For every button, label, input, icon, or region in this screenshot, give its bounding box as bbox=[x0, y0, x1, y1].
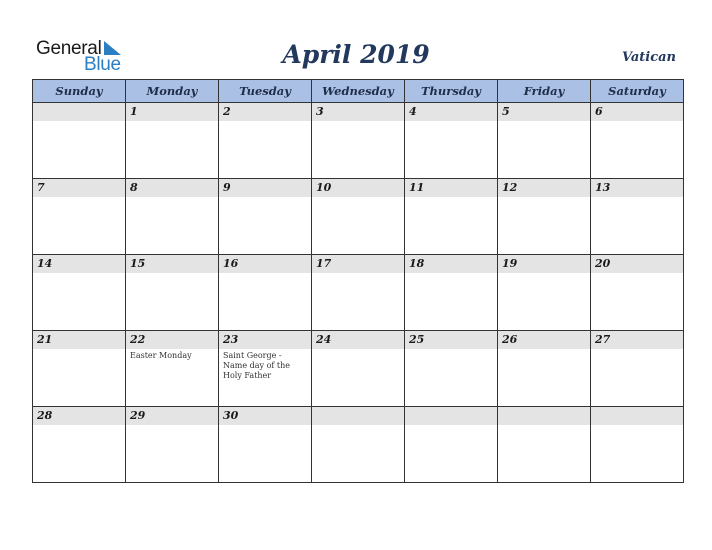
logo-blue-text: Blue bbox=[84, 54, 121, 75]
day-number bbox=[591, 407, 683, 425]
day-cell bbox=[126, 255, 219, 331]
day-cell bbox=[405, 407, 498, 483]
calendar-grid bbox=[32, 79, 684, 483]
day-number: 12 bbox=[498, 179, 590, 197]
day-cell bbox=[498, 103, 591, 179]
day-number: 13 bbox=[591, 179, 683, 197]
day-number: 29 bbox=[126, 407, 218, 425]
day-cell bbox=[126, 103, 219, 179]
day-cell bbox=[591, 179, 684, 255]
weekday-header: Saturday bbox=[591, 80, 684, 103]
day-cell bbox=[405, 179, 498, 255]
weekday-header: Tuesday bbox=[219, 80, 312, 103]
day-number: 3 bbox=[312, 103, 404, 121]
day-cell bbox=[498, 331, 591, 407]
weekday-header: Thursday bbox=[405, 80, 498, 103]
holiday-event: Saint George - Name day of the Holy Father bbox=[223, 351, 291, 380]
week-row bbox=[33, 331, 684, 407]
day-cell bbox=[126, 331, 219, 407]
day-number: 4 bbox=[405, 103, 497, 121]
day-cell bbox=[405, 331, 498, 407]
day-number: 7 bbox=[33, 179, 125, 197]
country-label: Vatican bbox=[621, 50, 676, 65]
day-number: 22 bbox=[126, 331, 218, 349]
day-number: 15 bbox=[126, 255, 218, 273]
day-cell bbox=[219, 103, 312, 179]
day-cell bbox=[33, 103, 126, 179]
day-cell bbox=[405, 103, 498, 179]
day-number: 19 bbox=[498, 255, 590, 273]
day-cell bbox=[219, 331, 312, 407]
day-cell bbox=[33, 331, 126, 407]
day-cell bbox=[126, 179, 219, 255]
day-number: 8 bbox=[126, 179, 218, 197]
day-number: 2 bbox=[219, 103, 311, 121]
weekday-header-row bbox=[33, 80, 684, 103]
day-number: 21 bbox=[33, 331, 125, 349]
day-cell bbox=[219, 255, 312, 331]
day-number: 6 bbox=[591, 103, 683, 121]
day-number: 1 bbox=[126, 103, 218, 121]
day-number: 23 bbox=[219, 331, 311, 349]
day-number: 14 bbox=[33, 255, 125, 273]
day-number: 17 bbox=[312, 255, 404, 273]
week-row bbox=[33, 255, 684, 331]
day-number: 27 bbox=[591, 331, 683, 349]
day-number: 26 bbox=[498, 331, 590, 349]
day-number: 20 bbox=[591, 255, 683, 273]
day-cell bbox=[126, 407, 219, 483]
day-cell bbox=[405, 255, 498, 331]
weekday-header: Monday bbox=[126, 80, 219, 103]
day-number bbox=[312, 407, 404, 425]
day-cell bbox=[591, 407, 684, 483]
day-number: 18 bbox=[405, 255, 497, 273]
weekday-header: Wednesday bbox=[312, 80, 405, 103]
day-number: 28 bbox=[33, 407, 125, 425]
weekday-header: Sunday bbox=[33, 80, 126, 103]
day-number bbox=[33, 103, 125, 121]
day-cell bbox=[498, 407, 591, 483]
day-cell bbox=[33, 407, 126, 483]
day-cell bbox=[219, 179, 312, 255]
day-cell bbox=[312, 103, 405, 179]
day-number bbox=[498, 407, 590, 425]
day-number bbox=[405, 407, 497, 425]
weekday-header: Friday bbox=[498, 80, 591, 103]
day-number: 30 bbox=[219, 407, 311, 425]
day-number: 10 bbox=[312, 179, 404, 197]
week-row bbox=[33, 407, 684, 483]
holiday-event: Easter Monday bbox=[130, 351, 192, 360]
day-cell bbox=[312, 407, 405, 483]
day-cell bbox=[312, 179, 405, 255]
day-number: 16 bbox=[219, 255, 311, 273]
day-cell bbox=[312, 255, 405, 331]
day-cell bbox=[33, 255, 126, 331]
day-number: 11 bbox=[405, 179, 497, 197]
day-cell bbox=[498, 255, 591, 331]
day-cell bbox=[591, 103, 684, 179]
day-number: 5 bbox=[498, 103, 590, 121]
day-number: 25 bbox=[405, 331, 497, 349]
day-cell bbox=[33, 179, 126, 255]
day-cell bbox=[591, 255, 684, 331]
day-number: 9 bbox=[219, 179, 311, 197]
calendar-title: April 2019 bbox=[282, 40, 430, 69]
day-cell bbox=[219, 407, 312, 483]
day-cell bbox=[498, 179, 591, 255]
logo-general-text: General bbox=[36, 38, 102, 59]
week-row bbox=[33, 179, 684, 255]
day-cell bbox=[312, 331, 405, 407]
day-cell bbox=[591, 331, 684, 407]
week-row bbox=[33, 103, 684, 179]
day-number: 24 bbox=[312, 331, 404, 349]
